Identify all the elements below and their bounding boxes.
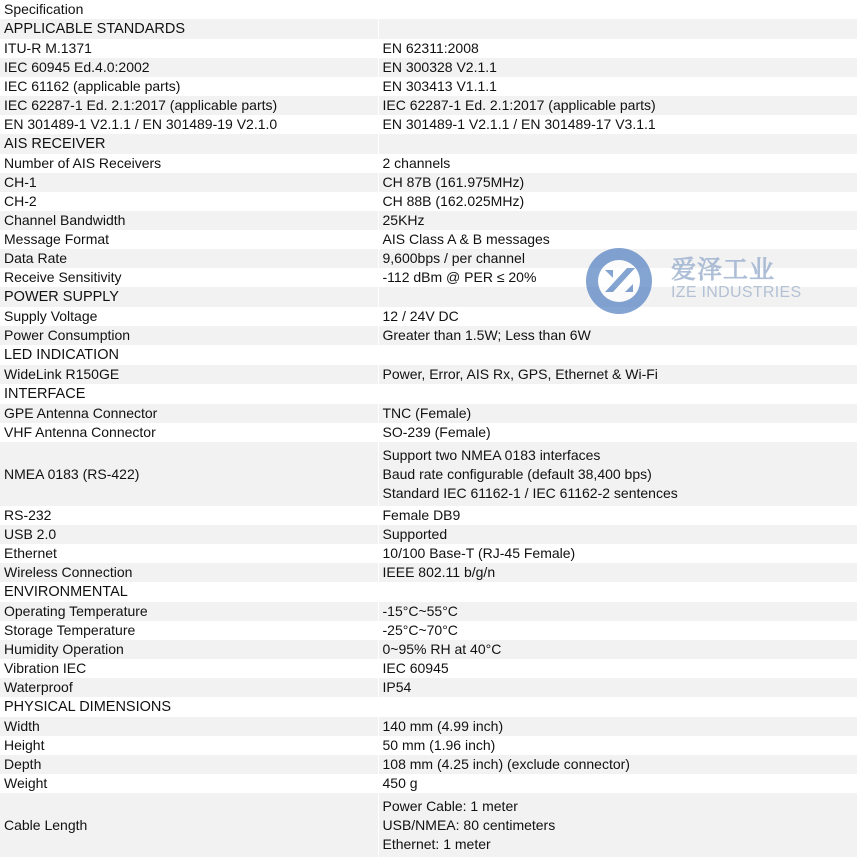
spec-row [0,678,857,697]
spec-label: ITU-R M.1371 [0,39,378,58]
section-heading: ENVIRONMENTAL [0,582,378,602]
spec-label: IEC 60945 Ed.4.0:2002 [0,58,378,77]
spec-row [0,442,857,506]
section-header-row [0,19,857,39]
spec-row [0,96,857,115]
spec-value: 450 g [378,774,857,793]
spec-label: Number of AIS Receivers [0,154,378,173]
spec-label: Power Consumption [0,326,378,345]
spec-row [0,192,857,211]
spec-label: Message Format [0,230,378,249]
spec-value: 9,600bps / per channel [378,249,857,268]
spec-row [0,621,857,640]
spec-row [0,793,857,857]
spec-value: 25KHz [378,211,857,230]
title-row [0,0,857,19]
spec-value: 108 mm (4.25 inch) (exclude connector) [378,755,857,774]
section-header-row [0,287,857,307]
spec-value: IEEE 802.11 b/g/n [378,563,857,582]
spec-value: 10/100 Base-T (RJ-45 Female) [378,544,857,563]
spec-label: VHF Antenna Connector [0,423,378,442]
spec-row [0,249,857,268]
spec-value: CH 87B (161.975MHz) [378,173,857,192]
spec-row [0,365,857,384]
spec-row [0,115,857,134]
spec-label: GPE Antenna Connector [0,404,378,423]
spec-row [0,268,857,287]
spec-value: Female DB9 [378,506,857,525]
section-header-row [0,384,857,404]
spec-row [0,602,857,621]
section-header-row [0,345,857,365]
spec-label: NMEA 0183 (RS-422) [0,442,378,506]
table-title: Specification [0,0,378,19]
spec-label: USB 2.0 [0,525,378,544]
spec-value: EN 301489-1 V2.1.1 / EN 301489-17 V3.1.1 [378,115,857,134]
spec-row [0,544,857,563]
spec-label: CH-2 [0,192,378,211]
watermark-english-text: IZE INDUSTRIES [671,284,802,301]
spec-row [0,659,857,678]
section-heading: APPLICABLE STANDARDS [0,19,378,39]
spec-label: Wireless Connection [0,563,378,582]
spec-row [0,173,857,192]
spec-value: EN 303413 V1.1.1 [378,77,857,96]
spec-label: Humidity Operation [0,640,378,659]
spec-row [0,755,857,774]
spec-value-line: Support two NMEA 0183 interfaces [382,446,601,463]
spec-label: Supply Voltage [0,307,378,326]
spec-label: Cable Length [0,793,378,857]
spec-label: Vibration IEC [0,659,378,678]
spec-value: Greater than 1.5W; Less than 6W [378,326,857,345]
spec-label: WideLink R150GE [0,365,378,384]
spec-label: IEC 61162 (applicable parts) [0,77,378,96]
spec-value-line: Ethernet: 1 meter [382,835,491,852]
spec-value: EN 62311:2008 [378,39,857,58]
spec-value: TNC (Female) [378,404,857,423]
spec-value: SO-239 (Female) [378,423,857,442]
spec-value: IP54 [378,678,857,697]
spec-label: Waterproof [0,678,378,697]
spec-value: -15°C~55°C [378,602,857,621]
spec-row [0,423,857,442]
spec-value-line: Standard IEC 61162-1 / IEC 61162-2 sentences [382,484,678,501]
spec-value: IEC 60945 [378,659,857,678]
spec-label: Operating Temperature [0,602,378,621]
spec-row [0,58,857,77]
section-heading: AIS RECEIVER [0,134,378,154]
spec-row [0,736,857,755]
spec-row [0,525,857,544]
section-header-row [0,582,857,602]
spec-value: 12 / 24V DC [378,307,857,326]
spec-value: IEC 62287-1 Ed. 2.1:2017 (applicable parts) [378,96,857,115]
spec-row [0,563,857,582]
spec-row [0,77,857,96]
spec-label: Depth [0,755,378,774]
spec-label: Channel Bandwidth [0,211,378,230]
section-heading: INTERFACE [0,384,378,404]
spec-label: Data Rate [0,249,378,268]
spec-label: Ethernet [0,544,378,563]
spec-value: 50 mm (1.96 inch) [378,736,857,755]
section-header-row [0,697,857,717]
section-header-row [0,134,857,154]
spec-label: CH-1 [0,173,378,192]
spec-row [0,640,857,659]
spec-label: Weight [0,774,378,793]
spec-row [0,39,857,58]
spec-value: -25°C~70°C [378,621,857,640]
section-heading: POWER SUPPLY [0,287,378,307]
spec-value [378,793,857,857]
spec-value-line: Power Cable: 1 meter [382,797,518,814]
spec-value: 0~95% RH at 40°C [378,640,857,659]
spec-value-line: Baud rate configurable (default 38,400 bps) [382,465,652,482]
spec-value: 2 channels [378,154,857,173]
spec-value: Supported [378,525,857,544]
spec-label: Width [0,717,378,736]
spec-row [0,774,857,793]
spec-label: Receive Sensitivity [0,268,378,287]
spec-label: RS-232 [0,506,378,525]
spec-value: CH 88B (162.025MHz) [378,192,857,211]
spec-label: Height [0,736,378,755]
spec-value: 140 mm (4.99 inch) [378,717,857,736]
spec-row [0,717,857,736]
spec-value-line: USB/NMEA: 80 centimeters [382,816,556,833]
spec-row [0,230,857,249]
spec-value [378,442,857,506]
spec-label: IEC 62287-1 Ed. 2.1:2017 (applicable parts) [0,96,378,115]
spec-row [0,326,857,345]
spec-row [0,154,857,173]
spec-value: EN 300328 V2.1.1 [378,58,857,77]
spec-row [0,506,857,525]
spec-row [0,307,857,326]
spec-value: -112 dBm @ PER ≤ 20% [378,268,857,287]
spec-value: AIS Class A & B messages [378,230,857,249]
spec-row [0,211,857,230]
watermark-chinese-text: 爱泽工业 [671,255,776,284]
spec-value: Power, Error, AIS Rx, GPS, Ethernet & Wi-Fi [378,365,857,384]
section-heading: LED INDICATION [0,345,378,365]
spec-row [0,404,857,423]
section-heading: PHYSICAL DIMENSIONS [0,697,378,717]
spec-label: EN 301489-1 V2.1.1 / EN 301489-19 V2.1.0 [0,115,378,134]
spec-label: Storage Temperature [0,621,378,640]
